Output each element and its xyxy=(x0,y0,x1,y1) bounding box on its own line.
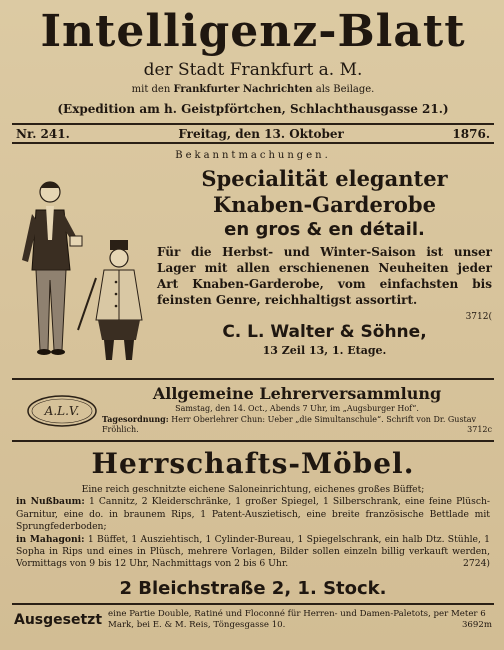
ad-lehrerversammlung xyxy=(12,380,494,442)
boys-clothing-illustration xyxy=(18,170,158,370)
masthead-supplement-line xyxy=(12,83,494,96)
section-title: Bekanntmachungen. xyxy=(175,150,331,161)
ad2-ref: 3712c xyxy=(467,425,492,434)
dateline xyxy=(12,123,494,144)
ad-herrschafts-moebel xyxy=(12,446,494,605)
ad3-label2: in Mahagoni: xyxy=(16,533,85,545)
issue-number: Nr. 241. xyxy=(16,126,70,141)
ad-ausgesetzt xyxy=(12,609,494,631)
masthead-expedition: (Expedition am h. Geistpförtchen, Schlachthausgasse 21.) xyxy=(57,102,449,116)
ad2-agenda-label: Tagesordnung: xyxy=(102,414,169,424)
ad2-agenda-text: Herr Oberlehrer Chun: Ueber „die Simultanschule“. Schrift von Dr. Gustav Fröhlich. xyxy=(102,415,477,434)
masthead-subtitle: der Stadt Frankfurt a. M. xyxy=(143,60,363,80)
ad4-text xyxy=(108,609,492,631)
ad1-firm: C. L. Walter & Söhne, xyxy=(222,322,427,342)
masthead-line-suffix: als Beilage. xyxy=(315,84,375,95)
ad3-intro: Eine reich geschnitzte eichene Saloneinrichtung, eichenes großes Büffet; xyxy=(81,484,425,495)
ad1-subhead: en gros & en détail. xyxy=(224,219,425,240)
ad3-nussbaum xyxy=(16,496,490,533)
ad3-text2: 1 Büffet, 1 Ausziehtisch, 1 Cylinder-Bureau, 1 Spiegelschrank, ein halb Dtz. Stühle, 1 Sopha in Rips und eines in Plüsch, mehrere Vorlagen, Bilder sollen einzeln billig verkauft werden, Vormittags von 9 bis 12 Uhr, Nachmittags von 2 bis 6 Uhr. xyxy=(16,533,490,570)
ad3-headline: Herrschafts-Möbel. xyxy=(91,447,415,480)
ad3-mahagoni xyxy=(16,534,490,571)
ad4-headline: Ausgesetzt xyxy=(14,611,103,628)
ad1-headline: Specialität eleganter Knaben-Garderobe xyxy=(201,166,448,217)
ad2-headline: Allgemeine Lehrerversammlung xyxy=(152,384,442,403)
ad3-body xyxy=(12,484,494,571)
ad1-body: Für die Herbst- und Winter-Saison ist unser Lager mit allen erschienenen Neuheiten jeder Art Knaben-Garderobe, vom einfachsten bis feinsten Genre, reichhaltigst assortirt. xyxy=(157,245,492,307)
ad3-ref: 2724) xyxy=(463,558,490,570)
ad4-body: eine Partie Double, Ratiné und Floconné für Herren- und Damen-Paletots, per Meter 6 Mark, bei E. & M. Reis, Töngesgasse 10. xyxy=(108,608,486,630)
ad1-text xyxy=(157,166,492,358)
masthead-line-prefix: mit den xyxy=(131,84,171,95)
masthead-title: Intelligenz-Blatt xyxy=(40,6,466,57)
ad4-ref: 3692m xyxy=(461,619,492,630)
ad3-label1: in Nußbaum: xyxy=(16,496,85,508)
alv-logo xyxy=(26,394,98,428)
issue-year: 1876. xyxy=(452,126,490,141)
ad2-agenda xyxy=(102,414,492,435)
ad2-date-line: Samstag, den 14. Oct., Abends 7 Uhr, im „Augsburger Hof“. xyxy=(175,404,419,413)
logo-text: A.L.V. xyxy=(44,404,80,418)
ad2-text xyxy=(102,384,492,435)
ad-knaben-garderobe xyxy=(12,162,494,380)
ad1-ref: 3712( xyxy=(465,312,492,322)
ad3-address: 2 Bleichstraße 2, 1. Stock. xyxy=(12,577,494,605)
issue-date: Freitag, den 13. Oktober xyxy=(178,126,344,141)
masthead-line-paper: Frankfurter Nachrichten xyxy=(173,84,313,95)
ad3-text1: 1 Cannitz, 2 Kleiderschränke, 1 großer Spiegel, 1 Silberschrank, eine feine Plüsch-Garnitur, eine do. in braunem Rips, 1 Patent-Auszietisch, eine breite französische Bettlade mit Sprungfederboden; xyxy=(16,496,490,533)
ad1-address: 13 Zeil 13, 1. Etage. xyxy=(262,344,387,357)
